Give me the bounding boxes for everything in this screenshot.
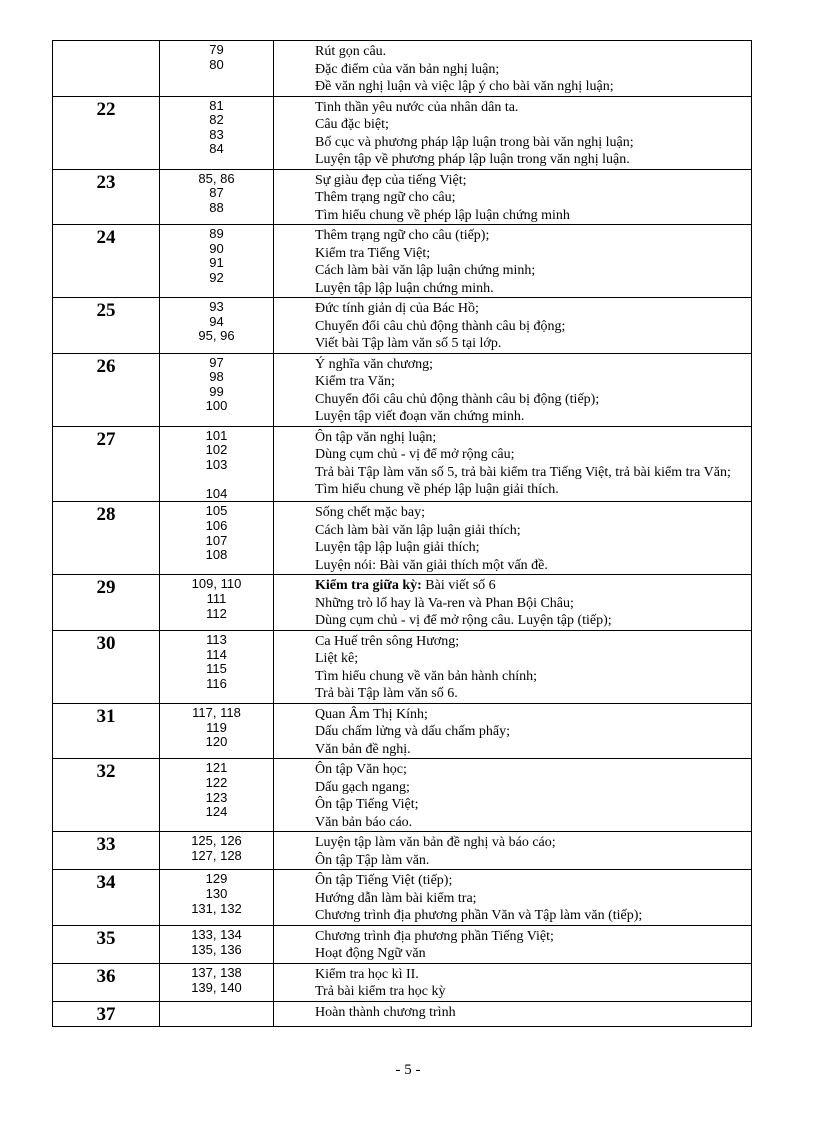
- lesson-topic: Dùng cụm chủ - vị để mở rộng câu. Luyện tập (tiếp);: [315, 613, 612, 629]
- lesson-topic: Đặc điểm của văn bản nghị luận;: [315, 61, 500, 77]
- lesson-number: 79: [209, 42, 224, 57]
- lesson-number: 124: [205, 804, 228, 820]
- lesson-number: 120: [205, 734, 228, 750]
- lesson-number: 115: [206, 661, 227, 677]
- lesson-topic: Kiểm tra Văn;: [315, 374, 395, 389]
- lesson-topics: [274, 832, 752, 870]
- lesson-number: 85, 86: [198, 170, 235, 186]
- lesson-topic: Trả bài Tập làm văn số 6.: [315, 686, 458, 702]
- lesson-topic: [280, 577, 745, 595]
- lesson-topic: Luyện nói: Bài văn giải thích một vấn đề.: [315, 557, 548, 573]
- lesson-number: 95, 96: [198, 328, 235, 344]
- lesson-topic: Ôn tập Văn học;: [315, 762, 407, 778]
- lesson-topics: [274, 963, 752, 1001]
- lesson-topic: Chương trình địa phương phần Tiếng Việt;: [315, 928, 554, 944]
- lesson-numbers: [160, 870, 274, 926]
- lesson-numbers: [160, 963, 274, 1001]
- lesson-number: 109, 110: [191, 576, 242, 592]
- lesson-numbers: [160, 353, 274, 426]
- lesson-topic: Hoàn thành chương trình: [315, 1004, 456, 1020]
- lesson-number: 87: [209, 185, 224, 201]
- lesson-number: 122: [205, 775, 228, 791]
- week-number: 32: [53, 759, 160, 832]
- lesson-topics: [274, 502, 752, 575]
- table-row: [53, 502, 752, 575]
- week-number: 34: [53, 870, 160, 926]
- week-number: 22: [53, 96, 160, 169]
- lesson-topic: Luyện tập làm văn bản đề nghị và báo cáo;: [315, 835, 556, 851]
- lesson-number: 121: [205, 760, 228, 776]
- lesson-topic: Dùng cụm chủ - vị để mở rộng câu;: [315, 447, 515, 462]
- lesson-topic: Sự giàu đẹp của tiếng Việt;: [315, 172, 467, 188]
- lesson-numbers: [160, 925, 274, 963]
- topic-text: Bài viết số 6: [421, 578, 496, 594]
- week-number: 27: [53, 426, 160, 502]
- lesson-topic: Tìm hiểu chung về phép lập luận chứng minh: [315, 207, 570, 223]
- lesson-topic: Thêm trạng ngữ cho câu;: [315, 190, 456, 205]
- lesson-number: 100: [205, 398, 228, 414]
- lesson-number: 107: [205, 532, 228, 548]
- lesson-topic: Chuyển đổi câu chủ động thành câu bị động;: [315, 318, 566, 334]
- lesson-topic: Ôn tập Tiếng Việt;: [315, 797, 419, 813]
- lesson-topic: Luyện tập lập luận giải thích;: [315, 540, 480, 556]
- lesson-topic: Những trò lố hay là Va-ren và Phan Bội Châu;: [315, 595, 574, 611]
- lesson-topics: [274, 575, 752, 631]
- lesson-number: 108: [205, 547, 228, 563]
- table-row: [53, 96, 752, 169]
- week-number: 30: [53, 630, 160, 703]
- lesson-topic: Đức tính giản dị của Bác Hồ;: [315, 301, 479, 316]
- lesson-number: 104: [205, 485, 228, 501]
- lesson-number: 129: [205, 871, 228, 887]
- week-number: 25: [53, 298, 160, 354]
- lesson-topic: Thêm trạng ngữ cho câu (tiếp);: [315, 228, 490, 243]
- week-number: 33: [53, 832, 160, 870]
- table-row: [53, 703, 752, 759]
- table-row: [53, 925, 752, 963]
- lesson-topic: Đề văn nghị luận và việc lập ý cho bài văn nghị luận;: [315, 79, 614, 94]
- page-number: - 5 -: [395, 1062, 421, 1078]
- lesson-topic: Hướng dẫn làm bài kiểm tra;: [315, 890, 477, 906]
- lesson-numbers: [160, 96, 274, 169]
- lesson-number: 93: [209, 299, 224, 314]
- lesson-number: 114: [206, 646, 227, 662]
- table-row: [53, 759, 752, 832]
- lesson-topic: Dấu chấm lửng và dấu chấm phẩy;: [315, 724, 510, 740]
- table-row: [53, 225, 752, 298]
- lesson-number: 130: [205, 886, 228, 902]
- lesson-number: 106: [205, 518, 228, 534]
- lesson-number: 139, 140: [191, 979, 242, 995]
- lesson-number: 111: [206, 591, 227, 607]
- table-row: [53, 832, 752, 870]
- lesson-topics: [274, 353, 752, 426]
- table-row: [53, 630, 752, 703]
- lesson-topics: [274, 426, 752, 502]
- lesson-number: 88: [209, 199, 224, 215]
- lesson-numbers: [160, 759, 274, 832]
- lesson-number: 89: [209, 226, 224, 241]
- lesson-topics: [274, 870, 752, 926]
- week-number: [53, 41, 160, 97]
- lesson-number: 101: [205, 427, 228, 443]
- week-number: 31: [53, 703, 160, 759]
- lesson-numbers: [160, 502, 274, 575]
- lesson-topic: Liệt kê;: [315, 651, 359, 667]
- lesson-topic: Luyện tập về phương pháp lập luận trong văn nghị luận.: [315, 152, 630, 167]
- lesson-topics: [274, 96, 752, 169]
- lesson-numbers: [160, 41, 274, 97]
- lesson-numbers: [160, 630, 274, 703]
- table-body: [53, 41, 752, 1027]
- lesson-numbers: [160, 298, 274, 354]
- lesson-topic: Ca Huế trên sông Hương;: [315, 633, 460, 649]
- lesson-topic: Kiểm tra Tiếng Việt;: [315, 245, 431, 261]
- table-row: [53, 41, 752, 97]
- lesson-topic: Ôn tập văn nghị luận;: [315, 429, 437, 445]
- table-row: [53, 169, 752, 225]
- lesson-topic: Tìm hiểu chung về phép lập luận giải thích.: [315, 482, 559, 497]
- lesson-number: 98: [209, 369, 224, 385]
- lesson-numbers: [160, 225, 274, 298]
- lesson-topic: Chương trình địa phương phần Văn và Tập làm văn (tiếp);: [315, 908, 643, 924]
- lesson-topic: Bố cục và phương pháp lập luận trong bài văn nghị luận;: [315, 134, 634, 150]
- lesson-topic: Câu đặc biệt;: [315, 117, 389, 132]
- table-row: [53, 1001, 752, 1026]
- lesson-number: 123: [205, 789, 228, 805]
- lesson-topic: Sống chết mặc bay;: [315, 505, 426, 521]
- lesson-topic: Ý nghĩa văn chương;: [315, 356, 434, 372]
- table-row: [53, 575, 752, 631]
- table-row: [53, 298, 752, 354]
- lesson-topics: [274, 298, 752, 354]
- lesson-topic: Tìm hiểu chung về văn bản hành chính;: [315, 668, 537, 684]
- lesson-number: 80: [209, 56, 224, 72]
- lesson-topics: [274, 630, 752, 703]
- lesson-topic: Luyện tập viết đoạn văn chứng minh.: [315, 409, 525, 424]
- lesson-number: 102: [205, 442, 228, 458]
- week-number: 35: [53, 925, 160, 963]
- lesson-number: 119: [206, 719, 227, 735]
- lesson-number: 135, 136: [191, 941, 242, 957]
- lesson-number: 90: [209, 240, 224, 256]
- table-row: [53, 963, 752, 1001]
- lesson-topic: Trả bài Tập làm văn số 5, trả bài kiểm tra Tiếng Việt, trả bài kiểm tra Văn;: [315, 464, 731, 480]
- lesson-number: 105: [205, 503, 228, 519]
- lesson-numbers: [160, 1001, 274, 1026]
- lesson-numbers: [160, 703, 274, 759]
- lesson-topics: [274, 41, 752, 97]
- topic-bold-label: Kiểm tra giữa kỳ:: [315, 578, 422, 594]
- syllabus-table: [52, 40, 752, 1027]
- week-number: 23: [53, 169, 160, 225]
- lesson-number: 82: [209, 112, 224, 128]
- table-row: [53, 426, 752, 502]
- lesson-number: [160, 472, 273, 487]
- lesson-numbers: [160, 575, 274, 631]
- week-number: 28: [53, 502, 160, 575]
- lesson-numbers: [160, 832, 274, 870]
- lesson-number: 103: [205, 456, 228, 472]
- lesson-topic: Quan Âm Thị Kính;: [315, 706, 428, 722]
- lesson-topics: [274, 169, 752, 225]
- lesson-topic: Văn bản báo cáo.: [315, 814, 413, 830]
- lesson-numbers: [160, 426, 274, 502]
- lesson-topic: Luyện tập lập luận chứng minh.: [315, 280, 494, 296]
- lesson-number: 133, 134: [191, 926, 242, 942]
- week-number: 37: [53, 1001, 160, 1026]
- lesson-topic: Cách làm bài văn lập luận chứng minh;: [315, 263, 536, 278]
- lesson-number: 83: [209, 126, 224, 142]
- lesson-number: 125, 126: [191, 833, 242, 849]
- week-number: 26: [53, 353, 160, 426]
- table-row: [53, 870, 752, 926]
- lesson-topics: [274, 925, 752, 963]
- lesson-topic: Chuyển đổi câu chủ động thành câu bị động (tiếp);: [315, 391, 600, 407]
- lesson-topic: Kiểm tra học kì II.: [315, 966, 419, 982]
- lesson-number: 112: [206, 605, 227, 621]
- lesson-topic: Cách làm bài văn lập luận giải thích;: [315, 522, 521, 538]
- lesson-topic: Ôn tập Tập làm văn.: [315, 852, 430, 868]
- table-row: [53, 353, 752, 426]
- lesson-number: 113: [206, 631, 227, 647]
- lesson-topics: [274, 759, 752, 832]
- week-number: 36: [53, 963, 160, 1001]
- lesson-number: 116: [206, 675, 227, 691]
- lesson-topic: Văn bản đề nghị.: [315, 741, 411, 757]
- lesson-topics: [274, 703, 752, 759]
- lesson-number: 137, 138: [191, 964, 242, 980]
- lesson-topics: [274, 225, 752, 298]
- lesson-number: 84: [209, 141, 224, 157]
- lesson-topics: [274, 1001, 752, 1026]
- lesson-topic: Tinh thần yêu nước của nhân dân ta.: [315, 99, 519, 115]
- lesson-topic: Rút gọn câu.: [315, 44, 387, 59]
- lesson-topic: Trả bài kiểm tra học kỳ: [315, 984, 446, 1000]
- lesson-number: 127, 128: [191, 848, 242, 864]
- lesson-number: 92: [209, 269, 224, 285]
- week-number: 29: [53, 575, 160, 631]
- lesson-number: 99: [209, 383, 224, 399]
- lesson-number: 131, 132: [191, 900, 242, 916]
- lesson-number: 94: [209, 313, 224, 329]
- lesson-number: 117, 118: [192, 704, 241, 720]
- lesson-topic: Hoạt động Ngữ văn: [315, 946, 426, 962]
- lesson-number: 97: [209, 354, 224, 370]
- lesson-number: 91: [209, 255, 224, 271]
- lesson-numbers: [160, 169, 274, 225]
- week-number: 24: [53, 225, 160, 298]
- lesson-topic: Dấu gạch ngang;: [315, 779, 410, 795]
- lesson-topic: Viết bài Tập làm văn số 5 tại lớp.: [315, 336, 502, 351]
- lesson-number: 81: [209, 97, 224, 113]
- lesson-topic: Ôn tập Tiếng Việt (tiếp);: [315, 873, 453, 889]
